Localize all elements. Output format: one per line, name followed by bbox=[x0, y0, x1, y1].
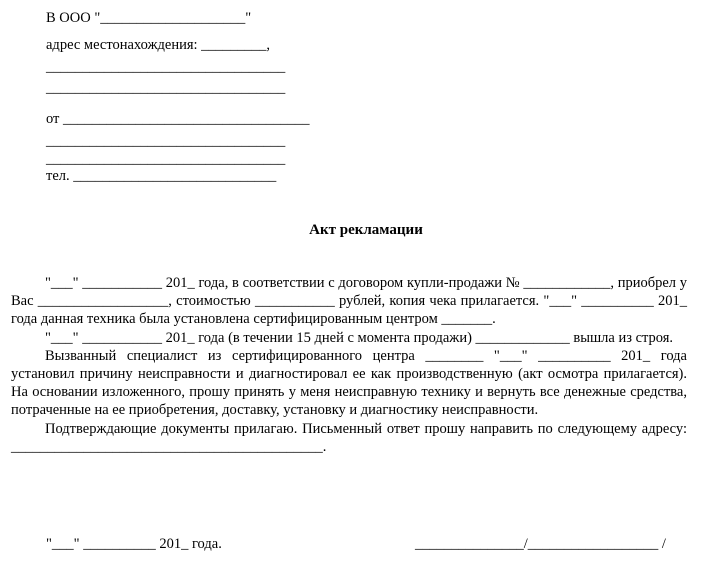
paragraph-diagnosis: Вызванный специалист из сертифицированного центра ________ "___" __________ 201_ года установил причину неисправности и диагностировал ее как производственную (акт осмотра прилагается). На основании изложенного, прошу принять у меня неисправную технику и вернуть все денежные средства, потраченные на ее приобретения, доставку, установку и диагностику неисправности. bbox=[11, 347, 687, 419]
footer-signature: _______________/__________________ / bbox=[415, 536, 666, 552]
document-body bbox=[11, 274, 687, 456]
paragraph-purchase: "___" ___________ 201_ года, в соответствии с договором купли-продажи № ____________, приобрел у Вас __________________, стоимостью ___________ рублей, копия чека прилагается. "___" __________ 201_ года данная техника была установлена сертифицированным центром _______. bbox=[11, 275, 687, 328]
recipient-line: В ООО "____________________" bbox=[46, 10, 252, 26]
document-title: Акт рекламации bbox=[309, 222, 423, 238]
from-line-2: _________________________________ bbox=[46, 133, 286, 149]
paragraph-failure: "___" ___________ 201_ года (в течении 15 дней с момента продажи) _____________ вышла из строя. bbox=[45, 329, 674, 346]
phone-label: тел. ____________________________ bbox=[46, 168, 277, 184]
address-line-3: _________________________________ bbox=[46, 80, 286, 96]
from-line-3: _________________________________ bbox=[46, 151, 286, 167]
address-label: адрес местонахождения: _________, bbox=[46, 37, 271, 53]
address-line-2: _________________________________ bbox=[46, 59, 286, 75]
from-label: от __________________________________ bbox=[46, 111, 310, 127]
footer-date: "___" __________ 201_ года. bbox=[46, 536, 222, 552]
paragraph-documents: Подтверждающие документы прилагаю. Письменный ответ прошу направить по следующему адресу: ___________________________________________. bbox=[11, 420, 687, 455]
